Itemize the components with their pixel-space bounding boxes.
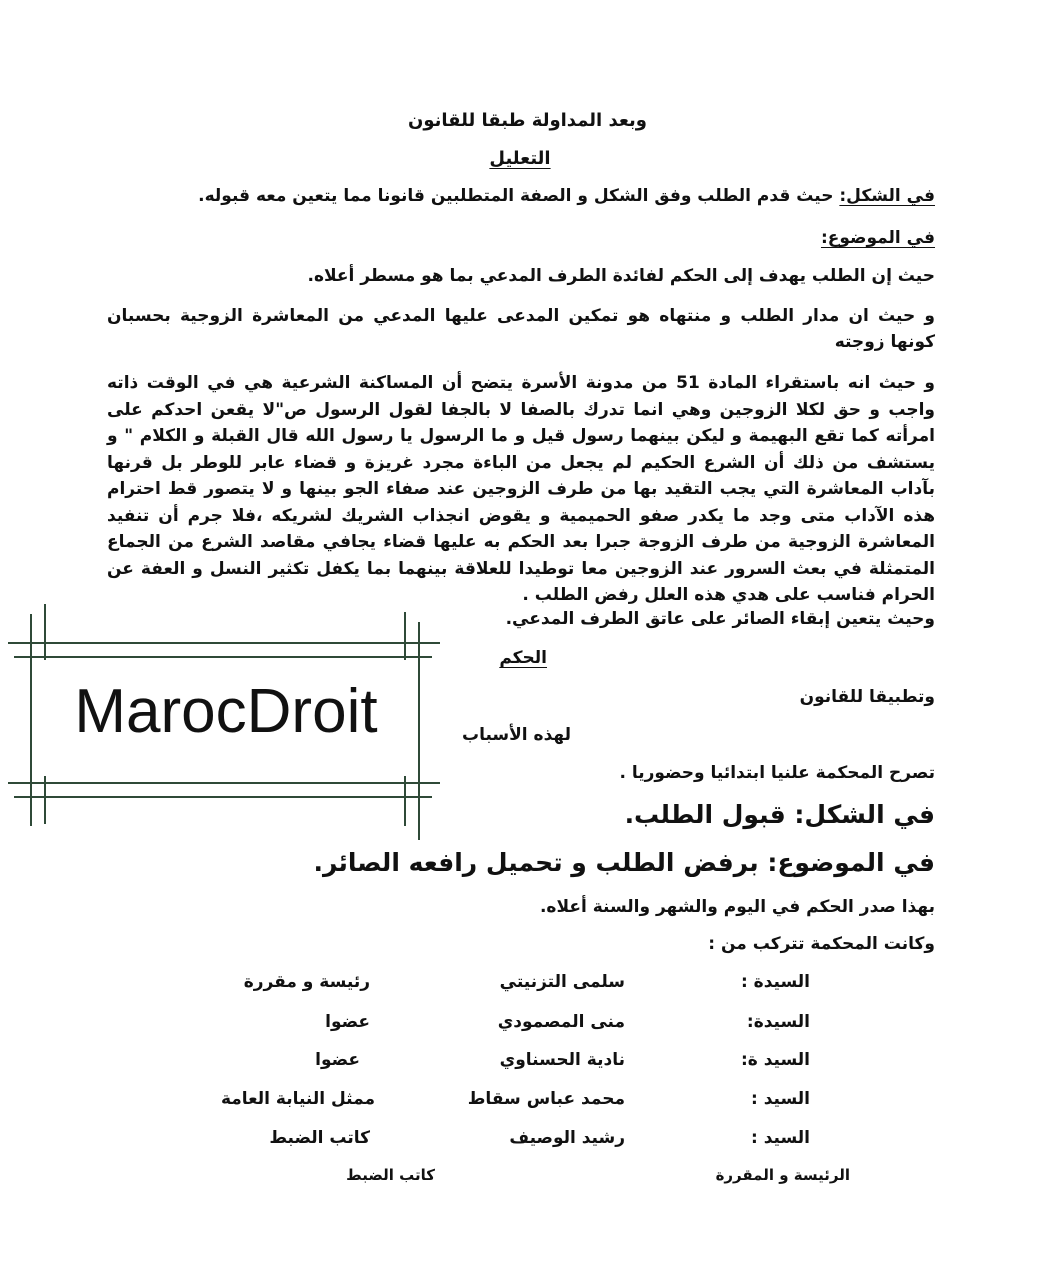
ruling-title: الحكم xyxy=(499,648,547,668)
form-label: في الشكل: xyxy=(839,186,935,206)
clerk-signature-label: كاتب الضبط xyxy=(346,1166,435,1184)
president-signature-label: الرئيسة و المقررة xyxy=(715,1166,850,1184)
deliberation-heading: وبعد المداولة طبقا للقانون xyxy=(408,110,647,131)
member-name: سلمى التزنيتي xyxy=(499,972,625,992)
reasoning-title: التعليل xyxy=(489,148,551,169)
composition-intro: وكانت المحكمة تتركب من : xyxy=(708,934,935,954)
member-name: محمد عباس سقاط xyxy=(467,1089,625,1109)
form-ruling: في الشكل: قبول الطلب. xyxy=(624,800,935,829)
member-role: عضوا xyxy=(315,1050,360,1070)
member-name: نادية الحسناوي xyxy=(499,1050,625,1070)
member-name: رشيد الوصيف xyxy=(509,1128,625,1148)
member-title: السيد : xyxy=(751,1128,810,1148)
paragraph-costs: وحيث يتعين إبقاء الصائر على عاتق الطرف المدعي. xyxy=(505,609,935,629)
member-title: السيد ة: xyxy=(740,1050,810,1070)
member-title: السيدة : xyxy=(740,972,810,992)
member-role: كاتب الضبط xyxy=(269,1128,370,1148)
subject-ruling: في الموضوع: برفض الطلب و تحميل رافعه الصائر. xyxy=(313,848,935,877)
member-role: ممثل النيابة العامة xyxy=(220,1089,375,1109)
for-these-reasons: لهذه الأسباب xyxy=(462,725,571,745)
member-role: رئيسة و مقررة xyxy=(243,972,370,992)
subject-label: في الموضوع: xyxy=(820,228,935,248)
member-name: منى المصمودي xyxy=(497,1012,625,1032)
form-text: حيث قدم الطلب وفق الشكل و الصفة المتطلبين قانونا مما يتعين معه قبوله. xyxy=(198,186,840,206)
member-title: السيد : xyxy=(751,1089,810,1109)
watermark-logo: MarocDroit xyxy=(74,677,378,746)
form-paragraph xyxy=(198,186,935,206)
paragraph-article-51: و حيث انه باستقراء المادة 51 من مدونة الأسرة يتضح أن المساكنة الشرعية هي في الوقت ذاته واجب و حق لكلا الزوجين وهي انما تدرك بالصفا لا بالجفا لقول الرسول ص"لا يقعن احدكم على امرأته كما تقع البهيمة و ليكن بينهما رسول قيل و ما الرسول يا رسول الله قال القبلة و الكلام " و يستشف من ذلك أن الشرع الحكيم لم يجعل من الباءة مجرد غريزة و قضاء عابر للوطر بل قرنها بآداب المعاشرة التي يجب التقيد بها من طرف الزوجين عند صفاء الجو بينها و لا يتصور قط احترام هذه الآداب متى وجد ما يكدر صفو الحميمية و يقوض انجذاب الشريك لشريكه ،فلا جرم أن تنفيد المعاشرة الزوجية من طرف الزوجة جبرا بعد الحكم به عليها قضاء يجافي مقاصد الشرع من الجماع المتمثلة في بعث السرور عند الزوجين معا توطيدا للعلاقة بينهما بما يكفل تكثير النسل و العفة عن الحرام فناسب على هدي هذه العلل رفض الطلب . xyxy=(107,373,935,605)
issued-statement: بهذا صدر الحكم في اليوم والشهر والسنة أعلاه. xyxy=(539,897,935,917)
paragraph-scope: و حيث ان مدار الطلب و منتهاه هو تمكين المدعى عليها المدعي من المعاشرة الزوجية بحسبان كونها زوجته xyxy=(107,306,935,352)
member-title: السيدة: xyxy=(746,1012,810,1032)
court-declares: تصرح المحكمة علنيا ابتدائيا وحضوريا . xyxy=(619,763,935,783)
paragraph-request: حيث إن الطلب يهدف إلى الحكم لفائدة الطرف المدعي بما هو مسطر أعلاه. xyxy=(307,266,935,286)
applying-law: وتطبيقا للقانون xyxy=(799,687,935,707)
member-role: عضوا xyxy=(325,1012,370,1032)
